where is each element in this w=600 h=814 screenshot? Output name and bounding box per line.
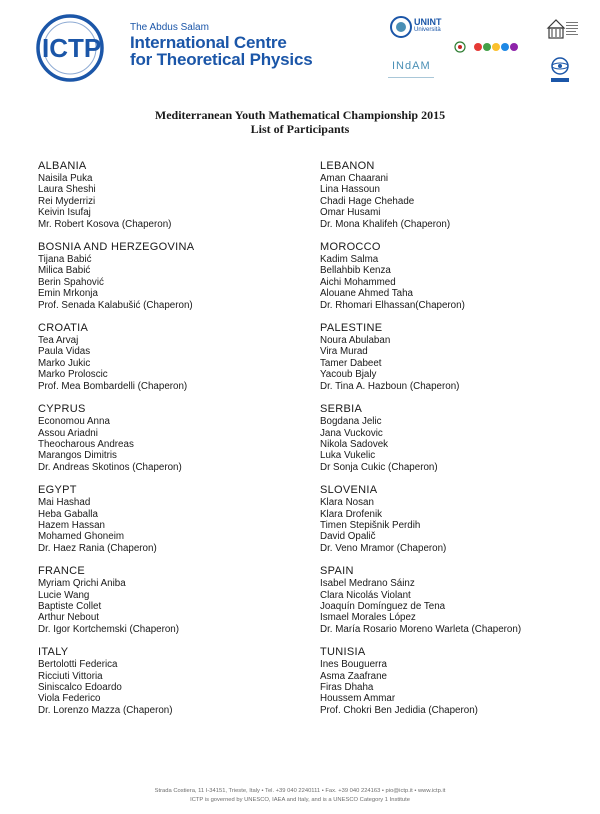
country-name: CYPRUS [38, 403, 86, 416]
partner-logos-row [454, 40, 524, 54]
participant-name: Marangos Dimitris [38, 450, 117, 462]
participant-name: Asma Zaafrane [320, 670, 387, 682]
unint-emblem-icon [390, 16, 412, 38]
country-name: MOROCCO [320, 241, 381, 254]
participant-name: Timen Stepišnik Perdih [320, 519, 421, 531]
country-name: ALBANIA [38, 160, 87, 172]
footer-address: Strada Costiera, 11 I-34151, Trieste, Italy • Tel. +39 040 2240111 • Fax. +39 040 224163 • pio@ictp.it • www.ictp.it [154, 788, 446, 794]
country-block [320, 565, 521, 635]
country-block [38, 403, 194, 473]
footer-governance: ICTP is governed by UNESCO, IAEA and Italy, and is a UNESCO Category 1 Institute [190, 797, 410, 803]
country-block [38, 646, 194, 716]
participant-name: Jana Vuckovic [320, 427, 383, 439]
nesf-logo-icon [474, 43, 518, 51]
participant-name: Dr. Lorenzo Mazza (Chaperon) [38, 704, 173, 716]
participant-name: Berin Spahović [38, 276, 104, 288]
participant-name: Paula Vidas [38, 346, 91, 358]
participant-name: Laura Sheshi [38, 184, 96, 196]
italy-emblem-icon [455, 42, 465, 52]
participant-name: Klara Drofenik [320, 508, 383, 520]
participant-name: Aman Chaarani [320, 173, 389, 184]
country-name: CROATIA [38, 322, 89, 335]
participant-name: Bertolotti Federica [38, 659, 118, 671]
participant-name: Aichi Mohammed [320, 276, 396, 288]
participant-name: Viola Federico [38, 693, 101, 705]
document-title [0, 108, 600, 136]
participant-name: Prof. Mea Bombardelli (Chaperon) [38, 380, 188, 392]
unesco-logo-icon [540, 14, 580, 54]
country-name: FRANCE [38, 565, 86, 578]
participant-name: Hazem Hassan [38, 519, 105, 531]
indam-logo: INdAM [392, 60, 431, 72]
participant-name: Firas Dhaha [320, 682, 374, 693]
country-name: EGYPT [38, 484, 77, 497]
participant-name: Marko Jukic [38, 357, 91, 369]
participant-name: Dr. Haez Rania (Chaperon) [38, 542, 157, 554]
participant-name: Prof. Chokri Ben Jedidia (Chaperon) [320, 704, 478, 716]
participant-name: Marko Proloscic [38, 369, 108, 381]
participant-name: Joaquín Domínguez de Tena [320, 600, 446, 612]
country-block [320, 484, 521, 554]
participant-name: Assou Ariadni [38, 427, 98, 439]
participant-name: Mai Hashad [38, 497, 91, 509]
participant-name: Bogdana Jelic [320, 416, 382, 428]
participant-name: Chadi Hage Chehade [320, 195, 415, 207]
ictp-name-block [130, 22, 312, 68]
country-block [320, 322, 521, 392]
participant-name: Dr. María Rosario Moreno Warleta (Chaperon) [320, 623, 522, 635]
participant-name: Ines Bouguerra [320, 659, 387, 671]
participant-name: David Opalič [320, 531, 376, 543]
participant-name: Dr. Igor Kortchemski (Chaperon) [38, 623, 180, 635]
country-block [320, 160, 521, 230]
participant-name: Heba Gaballa [38, 508, 98, 520]
country-name: TUNISIA [320, 646, 366, 659]
participants-column-right [320, 160, 521, 727]
participant-name: Dr. Veno Mramor (Chaperon) [320, 542, 447, 554]
country-block [38, 322, 194, 392]
participant-name: Dr. Andreas Skotinos (Chaperon) [38, 461, 182, 473]
participant-name: Arthur Nebout [38, 612, 99, 624]
ictp-logo-text: ICTP [42, 33, 102, 63]
participant-name: Keivin Isufaj [38, 207, 91, 219]
country-block [320, 403, 521, 473]
country-name: SLOVENIA [320, 484, 378, 497]
participant-name: Dr. Mona Khalifeh (Chaperon) [320, 218, 451, 230]
participant-name: Lina Hassoun [320, 184, 380, 196]
participant-name: Bellahbib Kenza [320, 265, 391, 277]
country-name: SERBIA [320, 403, 363, 416]
country-block [38, 241, 194, 311]
participant-name: Kadim Salma [320, 254, 379, 266]
participant-name: Houssem Ammar [320, 693, 396, 705]
participant-name: Yacoub Bjaly [320, 369, 377, 381]
ictp-name-line2: for Theoretical Physics [130, 50, 313, 69]
participant-name: Tamer Dabeet [320, 357, 382, 369]
country-name: PALESTINE [320, 322, 383, 335]
participant-name: Dr. Rhomari Elhassan(Chaperon) [320, 299, 465, 311]
country-name: ITALY [38, 646, 69, 659]
footer [0, 787, 600, 805]
indam-subtext-icon [388, 76, 434, 80]
country-block [320, 646, 521, 716]
participant-name: Dr. Tina A. Hazboun (Chaperon) [320, 380, 460, 392]
participant-name: Prof. Senada Kalabušić (Chaperon) [38, 299, 193, 311]
country-block [38, 565, 194, 635]
ictp-subtitle: The Abdus Salam [130, 22, 209, 33]
participant-name: Vira Murad [320, 346, 368, 358]
country-name: BOSNIA AND HERZEGOVINA [38, 241, 195, 254]
participant-name: Rei Myderrizi [38, 195, 96, 207]
participant-name: Klara Nosan [320, 497, 374, 509]
participant-name: Milica Babić [38, 265, 91, 277]
letterhead [0, 0, 600, 100]
participant-name: Naisila Puka [38, 173, 93, 184]
participant-name: Ricciuti Vittoria [38, 670, 103, 682]
participant-name: Economou Anna [38, 416, 110, 428]
participant-name: Nikola Sadovek [320, 438, 389, 450]
participant-name: Emin Mrkonja [38, 288, 98, 300]
participants-column-left [38, 160, 194, 727]
participant-name: Luka Vukelic [320, 450, 376, 462]
participant-name: Tea Arvaj [38, 335, 79, 347]
country-block [320, 241, 521, 311]
country-block [38, 160, 194, 230]
participant-name: Clara Nicolás Violant [320, 589, 411, 601]
ictp-logo [36, 14, 122, 82]
participant-name: Isabel Medrano Sáinz [320, 578, 415, 590]
participant-name: Lucie Wang [38, 589, 90, 601]
ictp-name-line1: International Centre [130, 33, 287, 52]
unint-sub: Università [414, 27, 441, 33]
participant-name: Noura Abulaban [320, 335, 391, 347]
participant-name: Siniscalco Edoardo [38, 682, 122, 693]
participant-name: Theocharous Andreas [38, 438, 134, 450]
title-line2: List of Participants [250, 122, 350, 136]
iaea-logo-icon [548, 56, 572, 86]
participant-name: Ismael Morales López [320, 612, 416, 624]
participant-name: Dr Sonja Cukic (Chaperon) [320, 461, 438, 473]
country-name: SPAIN [320, 565, 354, 578]
country-block [38, 484, 194, 554]
participant-name: Mohamed Ghoneim [38, 531, 125, 543]
participant-name: Tijana Babić [38, 254, 92, 266]
participant-name: Mr. Robert Kosova (Chaperon) [38, 218, 172, 230]
country-name: LEBANON [320, 160, 375, 172]
participant-name: Myriam Qrichi Aniba [38, 578, 126, 590]
participant-name: Baptiste Collet [38, 600, 102, 612]
title-line1: Mediterranean Youth Mathematical Championship 2015 [154, 108, 446, 122]
unint-logo [390, 16, 440, 40]
unint-name: UNINT [414, 17, 442, 27]
participant-name: Omar Husami [320, 207, 381, 219]
participant-name: Alouane Ahmed Taha [320, 288, 413, 300]
